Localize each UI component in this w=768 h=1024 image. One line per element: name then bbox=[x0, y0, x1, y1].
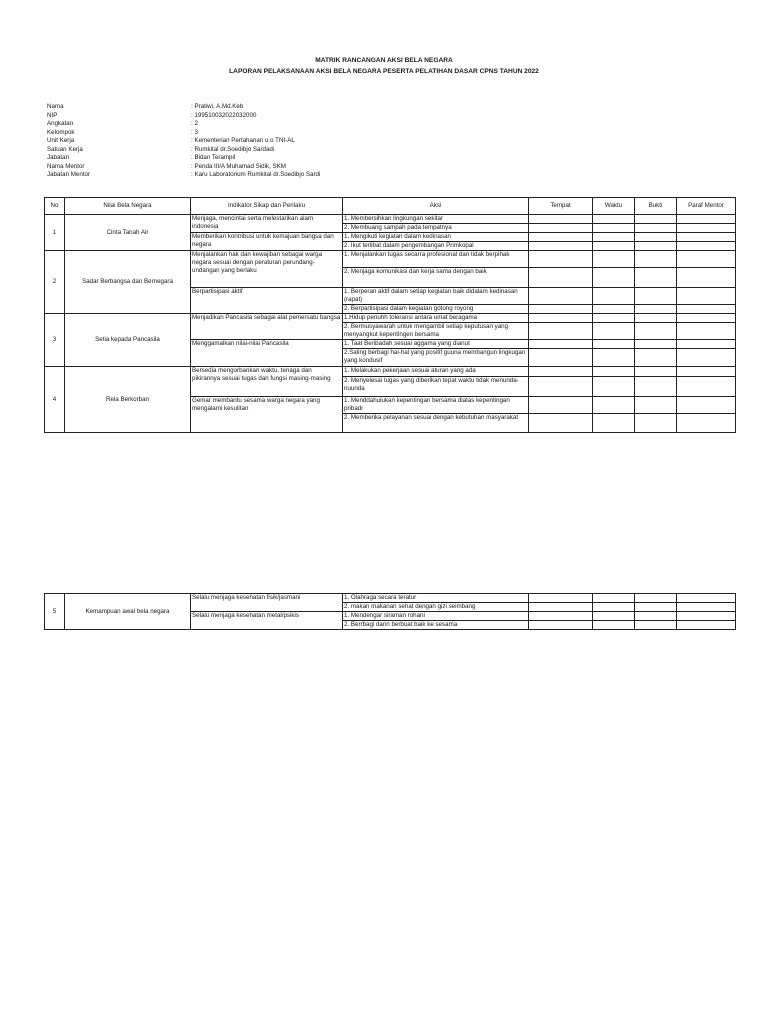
cell-tempat bbox=[529, 377, 593, 397]
header-bukti: Bukti bbox=[635, 198, 677, 215]
cell-tempat bbox=[529, 340, 593, 349]
identity-row bbox=[47, 137, 320, 146]
cell-waktu bbox=[593, 349, 635, 367]
cell-bukti bbox=[635, 414, 677, 433]
identity-row bbox=[47, 171, 320, 180]
cell-paraf bbox=[677, 233, 736, 242]
cell-indikator: Menjalankan hak dan kewajiban sebagai warga negara sesuai dengan peraturan perundang-undangan yang berlaku bbox=[191, 251, 343, 288]
cell-waktu bbox=[593, 367, 635, 377]
cell-tempat bbox=[529, 367, 593, 377]
cell-paraf bbox=[677, 224, 736, 233]
cell-bukti bbox=[635, 377, 677, 397]
cell-bukti bbox=[635, 612, 677, 621]
cell-aksi: 2. Ikut terlibat dalam pengembangan Primkopal bbox=[343, 242, 529, 251]
cell-tempat bbox=[529, 215, 593, 224]
cell-paraf bbox=[677, 288, 736, 305]
cell-paraf bbox=[677, 603, 736, 612]
cell-bukti bbox=[635, 251, 677, 268]
cell-nilai: Rela Berkorban bbox=[65, 367, 191, 433]
cell-bukti bbox=[635, 268, 677, 288]
cell-indikator: Selalu menjaga kesehatan metal/psikis bbox=[191, 612, 343, 630]
identity-value: : Kementerian Pertahanan u.o TNI-AL bbox=[191, 137, 295, 145]
cell-bukti bbox=[635, 594, 677, 603]
cell-indikator: Menjaga, mencintai serta melestarikan alam indonesia bbox=[191, 215, 343, 233]
table-row bbox=[45, 251, 736, 268]
cell-no: 1 bbox=[45, 215, 65, 251]
cell-bukti bbox=[635, 349, 677, 367]
cell-indikator: Menggamalkan nilai-nilai Pancasila bbox=[191, 340, 343, 367]
cell-aksi: 2. Berpartisipasi dalam kegiatan gotong royong bbox=[343, 305, 529, 314]
cell-indikator: Bersedia mengorbankan waktu, tenaga dan pikirannya sesuai tugas dan fungsi masing-masing bbox=[191, 367, 343, 397]
cell-waktu bbox=[593, 251, 635, 268]
header-waktu: Waktu bbox=[593, 198, 635, 215]
cell-waktu bbox=[593, 397, 635, 414]
cell-tempat bbox=[529, 314, 593, 323]
cell-waktu bbox=[593, 314, 635, 323]
identity-label: Jabatan Mentor bbox=[47, 171, 90, 179]
cell-tempat bbox=[529, 233, 593, 242]
header-no: No bbox=[45, 198, 65, 215]
identity-value: : Bidan Terampil bbox=[191, 154, 236, 162]
cell-paraf bbox=[677, 377, 736, 397]
cell-aksi: 1.Hidup penuhh toleransi antara umat beragama bbox=[343, 314, 529, 323]
cell-tempat bbox=[529, 414, 593, 433]
cell-waktu bbox=[593, 612, 635, 621]
identity-value: : Rumkital dr.Soedibjo Sardadi bbox=[191, 145, 275, 153]
identity-row bbox=[47, 163, 320, 172]
cell-bukti bbox=[635, 340, 677, 349]
cell-waktu bbox=[593, 288, 635, 305]
cell-tempat bbox=[529, 251, 593, 268]
cell-aksi: 1. Menjalankan tugas secarra profesional dan tidak berpihak bbox=[343, 251, 529, 268]
cell-waktu bbox=[593, 323, 635, 340]
table-row bbox=[45, 594, 736, 603]
cell-no: 2 bbox=[45, 251, 65, 314]
identity-label: Satuan Kerja bbox=[47, 145, 83, 153]
identity-block bbox=[47, 103, 320, 180]
cell-tempat bbox=[529, 242, 593, 251]
identity-value: : Karu Laboratorium Rumkital dr.Soedibjo Sardi bbox=[191, 171, 321, 179]
cell-bukti bbox=[635, 215, 677, 224]
identity-value: : 3 bbox=[191, 128, 198, 136]
cell-bukti bbox=[635, 233, 677, 242]
table-header-row bbox=[45, 198, 736, 215]
cell-tempat bbox=[529, 612, 593, 621]
cell-aksi: 1. Membersihkan lingkungan sekitar bbox=[343, 215, 529, 224]
cell-indikator: Berpartisipasi aktif bbox=[191, 288, 343, 314]
cell-tempat bbox=[529, 397, 593, 414]
cell-no: 5 bbox=[45, 594, 65, 630]
cell-tempat bbox=[529, 349, 593, 367]
cell-aksi: 2. Bermusyawarah untuk mengambil setiap keputusan yang menyangkut kepentingen bersama bbox=[343, 323, 529, 340]
cell-aksi: 2. Berrbagi dann berbuat baik ke sesama bbox=[343, 621, 529, 630]
cell-nilai: Setia kepada Pancasila bbox=[65, 314, 191, 367]
cell-waktu bbox=[593, 242, 635, 251]
cell-bukti bbox=[635, 603, 677, 612]
identity-label: Unit Kerja bbox=[47, 137, 75, 145]
document-title: MATRIK RANCANGAN AKSI BELA NEGARA bbox=[315, 57, 453, 64]
cell-aksi: 2. Memberika pelayanan sesuai dengan kebutuhan masyarakat bbox=[343, 414, 529, 433]
table-row bbox=[45, 367, 736, 377]
cell-aksi: 1. Mengikuti kegiatan dalam kedinasan bbox=[343, 233, 529, 242]
cell-waktu bbox=[593, 305, 635, 314]
cell-bukti bbox=[635, 224, 677, 233]
cell-paraf bbox=[677, 340, 736, 349]
identity-value: : 2 bbox=[191, 120, 198, 128]
cell-paraf bbox=[677, 414, 736, 433]
cell-waktu bbox=[593, 594, 635, 603]
header-aksi: Aksi bbox=[343, 198, 529, 215]
cell-paraf bbox=[677, 397, 736, 414]
identity-row bbox=[47, 103, 320, 112]
cell-tempat bbox=[529, 288, 593, 305]
cell-no: 4 bbox=[45, 367, 65, 433]
identity-label: Nama bbox=[47, 103, 64, 111]
identity-label: Kelompok bbox=[47, 128, 75, 136]
cell-tempat bbox=[529, 224, 593, 233]
cell-tempat bbox=[529, 268, 593, 288]
cell-paraf bbox=[677, 314, 736, 323]
cell-waktu bbox=[593, 340, 635, 349]
cell-paraf bbox=[677, 268, 736, 288]
table-row bbox=[45, 215, 736, 224]
cell-indikator: Memberikan kontribusi untuk kemajuan bangsa dan negara bbox=[191, 233, 343, 251]
cell-waktu bbox=[593, 603, 635, 612]
identity-label: Jabatan bbox=[47, 154, 70, 162]
cell-paraf bbox=[677, 323, 736, 340]
cell-waktu bbox=[593, 224, 635, 233]
identity-row bbox=[47, 120, 320, 129]
cell-waktu bbox=[593, 621, 635, 630]
cell-waktu bbox=[593, 233, 635, 242]
cell-aksi: 1. Menddahulukan kepentingan bersama diatas kepentingan pribadi bbox=[343, 397, 529, 414]
cell-tempat bbox=[529, 603, 593, 612]
cell-paraf bbox=[677, 215, 736, 224]
identity-label: NIP bbox=[47, 111, 58, 119]
cell-aksi: 2. makan makanan sehat dengan gizi seimbang bbox=[343, 603, 529, 612]
cell-paraf bbox=[677, 594, 736, 603]
cell-indikator: Selalu menjaga kesehatan fisik/jasmani bbox=[191, 594, 343, 612]
cell-tempat bbox=[529, 621, 593, 630]
cell-aksi: 1. Olahraga secara teratur bbox=[343, 594, 529, 603]
cell-bukti bbox=[635, 367, 677, 377]
cell-aksi: 2. Membuang sampah pada tempatnya bbox=[343, 224, 529, 233]
cell-paraf bbox=[677, 621, 736, 630]
cell-bukti bbox=[635, 288, 677, 305]
header-paraf: Paraf Mentor bbox=[677, 198, 736, 215]
identity-value: : 199510032022032000 bbox=[191, 111, 257, 119]
identity-value: : Pratiwi, A.Md.Keb bbox=[191, 103, 244, 111]
cell-paraf bbox=[677, 367, 736, 377]
cell-paraf bbox=[677, 305, 736, 314]
cell-bukti bbox=[635, 314, 677, 323]
cell-no: 3 bbox=[45, 314, 65, 367]
cell-nilai: Kemampuan awal bela negara bbox=[65, 594, 191, 630]
header-tempat: Tempat bbox=[529, 198, 593, 215]
cell-indikator: Gemar membantu sesama warga negara yang mengalami kesulitan bbox=[191, 397, 343, 433]
identity-value: : Penda III/A Muhamad Sidik, SKM bbox=[191, 162, 286, 170]
identity-row bbox=[47, 112, 320, 121]
cell-tempat bbox=[529, 305, 593, 314]
cell-tempat bbox=[529, 594, 593, 603]
cell-bukti bbox=[635, 621, 677, 630]
cell-aksi: 1. Melakukan pekerjaan sesuai aturan yang ada bbox=[343, 367, 529, 377]
identity-row bbox=[47, 154, 320, 163]
cell-waktu bbox=[593, 414, 635, 433]
cell-nilai: Sadar Berbangsa dan Bernegara bbox=[65, 251, 191, 314]
cell-bukti bbox=[635, 323, 677, 340]
cell-aksi: 1. Mendengar siraman rohani bbox=[343, 612, 529, 621]
cell-bukti bbox=[635, 242, 677, 251]
identity-row bbox=[47, 146, 320, 155]
cell-indikator: Menjadikan Pancasila sebagai alat pemersatu bangsa bbox=[191, 314, 343, 340]
cell-aksi: 2. Menyelesai tugas yang diberikan tepat waktu tidak menunda-nuunda bbox=[343, 377, 529, 397]
cell-bukti bbox=[635, 397, 677, 414]
cell-waktu bbox=[593, 377, 635, 397]
identity-row bbox=[47, 129, 320, 138]
header-indikator: Indikator Sikap dan Perilaku bbox=[191, 198, 343, 215]
cell-aksi: 1. Berperan aktif dalam setiap kegiatan baik didalam kedinasan (rapat) bbox=[343, 288, 529, 305]
cell-waktu bbox=[593, 215, 635, 224]
identity-label: Nama Mentor bbox=[47, 162, 85, 170]
cell-paraf bbox=[677, 612, 736, 621]
continuation-table bbox=[44, 593, 736, 630]
cell-paraf bbox=[677, 251, 736, 268]
cell-nilai: Cinta Tanah Air bbox=[65, 215, 191, 251]
cell-aksi: 2. Menjaga komunikasi dan kerja sama dengan baik bbox=[343, 268, 529, 288]
cell-paraf bbox=[677, 349, 736, 367]
cell-tempat bbox=[529, 323, 593, 340]
cell-bukti bbox=[635, 305, 677, 314]
action-matrix-table bbox=[44, 197, 736, 433]
header-nilai: Nilai Bela Negara bbox=[65, 198, 191, 215]
cell-aksi: 1. Taat Beribadah sesuai aggama yang dianut bbox=[343, 340, 529, 349]
cell-waktu bbox=[593, 268, 635, 288]
identity-label: Angkatan bbox=[47, 120, 74, 128]
cell-aksi: 2.Saling berbagi hal-hal yang positif guuna membangun lingkugan yang kondusif bbox=[343, 349, 529, 367]
document-subtitle: LAPORAN PELAKSANAAN AKSI BELA NEGARA PESERTA PELATIHAN DASAR CPNS TAHUN 2022 bbox=[229, 68, 539, 75]
table-row bbox=[45, 314, 736, 323]
cell-paraf bbox=[677, 242, 736, 251]
